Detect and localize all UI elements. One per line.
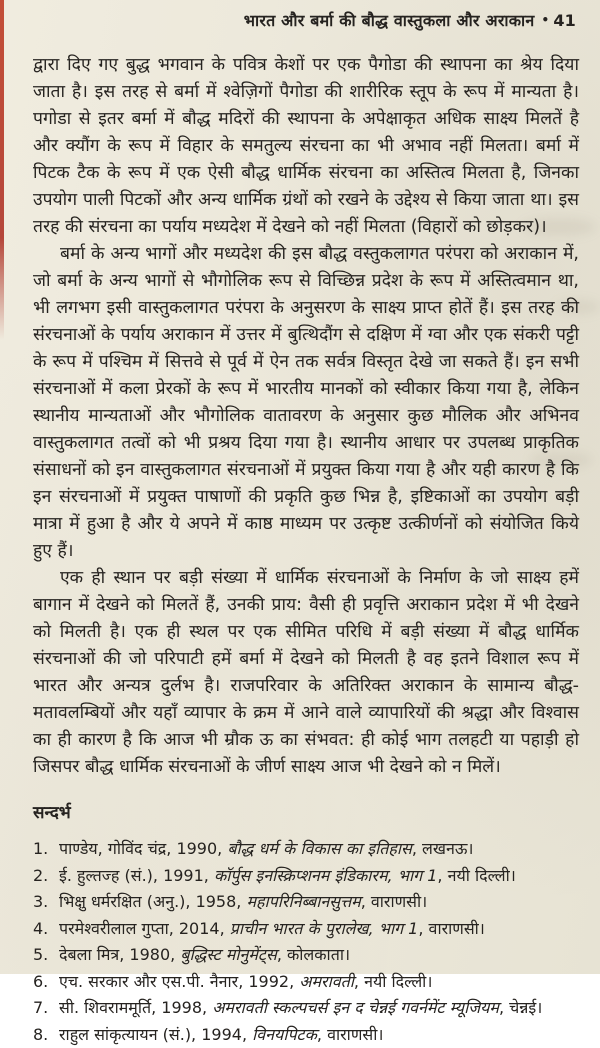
paragraph-3: एक ही स्थान पर बड़ी संख्या में धार्मिक संरचनाओं के निर्माण के जो साक्ष्य हमें बागान में देखने को मिलतें हैं, उनकी प्राय: वैसी ही प्रवृत्ति अराकान प्रदेश में भी देखने को मिलती है। एक ही स्थल पर एक सीमित परिधि में बड़ी संख्या में बौद्ध धार्मिक संरचनाओं की जो परिपाटी हमें बर्मा में देखने को मिलती है वह इतने विशाल रूप में भारत और अन्यत्र दुर्लभ है। राजपरिवार के अतिरिक्त अराकान के सामान्य बौद्ध-मतावलम्बियों और यहाँ व्यापार के क्रम में आने वाले व्यापारियों की श्रद्धा और विश्वास का ही कारण है कि आज भी म्रौक ऊ का संभवत: ही कोई भाग तलहटी या पहाड़ी हो जिसपर बौद्ध धार्मिक संरचनाओं के जीर्ण साक्ष्य आज भी देखने को न मिलें। [33, 565, 579, 781]
reference-number: 7. [33, 995, 59, 1022]
reference-item [33, 889, 579, 916]
reference-title: प्राचीन भारत के पुरालेख, भाग 1 [230, 919, 419, 938]
scan-edge-strip [0, 0, 4, 340]
reference-text: देबला मित्र, 1980, बुद्धिस्ट मोनुमेंट्स, कोलकाता। [59, 942, 579, 969]
running-head [244, 9, 576, 31]
reference-item [33, 995, 579, 1022]
reference-title: अमरावती स्कल्पचर्स इन द चेन्नई गवर्नमेंट म्यूजियम [212, 998, 499, 1017]
reference-item [33, 969, 579, 996]
reference-text: परमेश्वरीलाल गुप्ता, 2014, प्राचीन भारत के पुरालेख, भाग 1, वाराणसी। [59, 916, 579, 943]
reference-number: 5. [33, 942, 59, 969]
reference-title: बुद्धिस्ट मोनुमेंट्स [180, 945, 276, 964]
reference-item [33, 942, 579, 969]
reference-text: एच. सरकार और एस.पी. नैनार, 1992, अमरावती, नयी दिल्ली। [59, 969, 579, 996]
reference-number: 1. [33, 836, 59, 863]
reference-item [33, 836, 579, 863]
reference-item [33, 1022, 579, 1048]
references-list [33, 836, 579, 1048]
reference-title: विनयपिटक [252, 1025, 317, 1044]
reference-text: राहुल सांकृत्यायन (सं.), 1994, विनयपिटक, वाराणसी। [59, 1022, 579, 1048]
reference-text: ई. हुल्तज्ह (सं.), 1991, कॉर्पुस इनस्क्रिप्शनम इंडिकारम, भाग 1, नयी दिल्ली। [59, 863, 579, 890]
reference-item [33, 916, 579, 943]
reference-item [33, 863, 579, 890]
bullet-separator: • [541, 13, 549, 27]
reference-title: बौद्ध धर्म के विकास का इतिहास [227, 839, 412, 858]
running-head-title: भारत और बर्मा की बौद्ध वास्तुकला और अराकान [244, 11, 535, 30]
reference-title: कॉर्पुस इनस्क्रिप्शनम इंडिकारम, भाग 1 [214, 866, 437, 885]
page-number: 41 [553, 11, 576, 30]
reference-text: सी. शिवराममूर्ति, 1998, अमरावती स्कल्पचर्स इन द चेन्नई गवर्नमेंट म्यूजियम, चेन्नई। [59, 995, 579, 1022]
references-heading: सन्दर्भ [33, 800, 579, 823]
reference-number: 4. [33, 916, 59, 943]
reference-text: भिक्षु धर्मरक्षित (अनु.), 1958, महापरिनिब्बानसुत्तम, वाराणसी। [59, 889, 579, 916]
reference-number: 6. [33, 969, 59, 996]
reference-text: पाण्डेय, गोविंद चंद्र, 1990, बौद्ध धर्म के विकास का इतिहास, लखनऊ। [59, 836, 579, 863]
reference-number: 8. [33, 1022, 59, 1048]
paragraph-2: बर्मा के अन्य भागों और मध्यदेश की इस बौद्ध वस्तुकलागत परंपरा को अराकान में, जो बर्मा के अन्य भागों से भौगोलिक रूप से विच्छिन्न प्रदेश के रूप में अस्तित्वमान था, भी लगभग इसी वास्तुकलागत परंपरा के अनुसरण के साक्ष्य प्राप्त होतें हैं। इस तरह की संरचनाओं के पर्याय अराकान में उत्तर में बुत्थिदौंग से दक्षिण में ग्वा और एक संकरी पट्टी के रूप में पश्चिम में सित्तवे से पूर्व में ऐन तक सर्वत्र विस्तृत देखे जा सकते हैं। इन सभी संरचनाओं में कला प्रेरकों के रूप में भारतीय मानकों को स्वीकार किया गया है, लेकिन स्थानीय मान्यताओं और भौगोलिक वातावरण के अनुसार कुछ मौलिक और अभिनव वास्तुकलागत तत्वों को भी प्रश्रय दिया गया है। स्थानीय आधार पर उपलब्ध प्राकृतिक संसाधनों को इन वास्तुकलागत संरचनाओं में प्रयुक्त किया गया है और यही कारण है कि इन संरचनाओं में प्रयुक्त पाषाणों की प्रकृति कुछ भिन्न है, इष्टिकाओं का उपयोग बड़ी मात्रा में हुआ है और ये अपने में काष्ठ माध्यम पर उत्कृष्ट उत्कीर्णनों को संयोजित किये हुए हैं। [33, 241, 579, 565]
reference-number: 3. [33, 889, 59, 916]
paragraph-1: द्वारा दिए गए बुद्ध भगवान के पवित्र केशों पर एक पैगोडा की स्थापना का श्रेय दिया जाता है। इस तरह से बर्मा में श्वेज़िगों पैगोडा की शारीरिक स्तूप के रूप में मान्यता है। पगोडा से इतर बर्मा में बौद्ध मदिरों की स्थापना के अपेक्षाकृत अधिक साक्ष्य मिलतें है और क्यौंग के रूप में विहार के समतुल्य संरचना का भी अभाव नहीं मिलता। बर्मा में पिटक टैक के रूप में एक ऐसी बौद्ध धार्मिक संरचना का अस्तित्व मिलता है, जिनका उपयोग पाली पिटकों और अन्य धार्मिक ग्रंथों को रखने के उद्देश्य से किया जाता था। इस तरह की संरचना का पर्याय मध्यदेश में देखने को नहीं मिलता (विहारों को छोड़कर)। [33, 52, 579, 241]
reference-title: महापरिनिब्बानसुत्तम [246, 892, 360, 911]
reference-title: अमरावती [299, 972, 354, 991]
page-body [33, 52, 579, 1048]
reference-number: 2. [33, 863, 59, 890]
